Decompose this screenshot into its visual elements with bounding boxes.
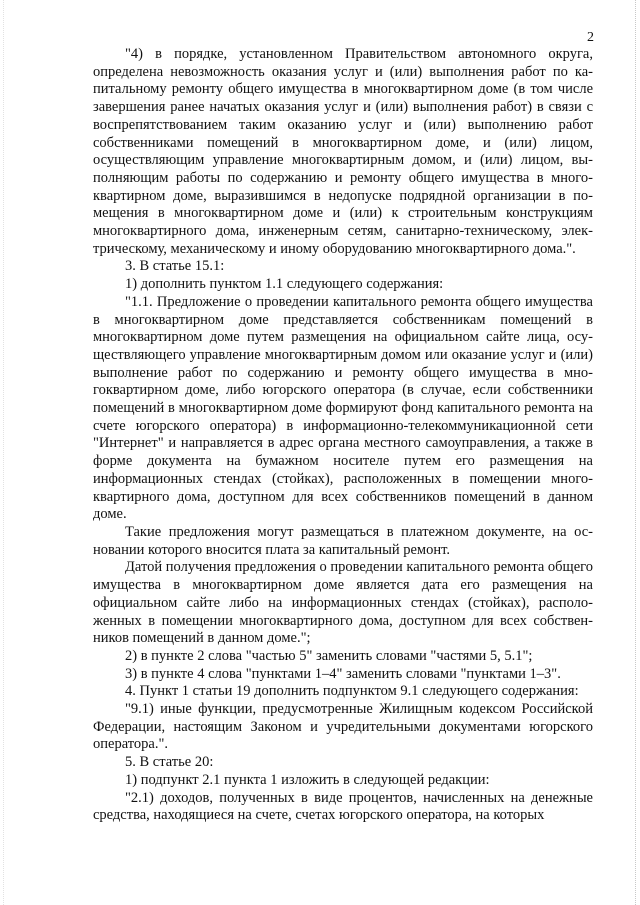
scan-edge-right [634, 0, 636, 905]
paragraph-clause-9-1: "9.1) иные функции, предусмотренные Жилищным кодексом Российской Федерации, настоящим Законом и учредительными документами югорского оператора.". [93, 701, 593, 753]
body-text [93, 46, 593, 825]
paragraph-payment-document: Такие предложения могут размещаться в платежном документе, на основании которого вносится плата за капитальный ремонт. [93, 523, 593, 558]
paragraph-section-5-heading: 5. В статье 20: [125, 754, 214, 771]
paragraph-amendment-3: 3) в пункте 4 слова "пунктами 1–4" заменить словами "пунктами 1–3". [125, 665, 561, 682]
paragraph-subclause-2-1-intro: 1) подпункт 2.1 пункта 1 изложить в следующей редакции: [125, 771, 490, 788]
paragraph-amendment-1: 1) дополнить пунктом 1.1 следующего содержания: [125, 276, 444, 293]
paragraph-receipt-date: Датой получения предложения о проведении капитального ремонта общего имущества в многоквартирном доме является дата его размещения на официальном сайте либо на информационных стендах (стойках), расположенных в помещении многоквартирного дома, доступном для всех собственников помещений в данном доме."; [93, 559, 593, 647]
paragraph-clause-1-1: "1.1. Предложение о проведении капитального ремонта общего имущества в многоквартирном доме представляется собственникам помещений в многоквартирном доме путем размещения на официальном сайте лица, осуществляющего управление многоквартирным домом или оказание услуг и (или) выполнение работ по содержанию и ремонту общего имущества в многоквартирном доме, либо югорского оператора (в случае, если собственники помещений в многоквартирном доме формируют фонд капитального ремонта на счете югорского оператора) в информационно-телекоммуникационной сети "Интернет" и направляется в адрес органа местного самоуправления, а также в форме документа на бумажном носителе путем его размещения на информационных стендах (стойках), расположенных в помещении многоквартирного дома, доступном для всех собственников помещений в данном доме. [93, 293, 593, 523]
paragraph-item-4-continuation: "4) в порядке, установленном Правительством автономного округа, определена невозможность оказания услуг и (или) выполнения работ по капитальному ремонту общего имущества в многоквартирном доме (в том числе завершения ранее начатых оказания услуг и (или) выполнения работ) в связи с воспрепятствованием таким оказанию услуг и (или) выполнению работ собственниками помещений в многоквартирном доме, и (или) лицом, осуществляющим управление многоквартирным домом, и (или) лицом, выполняющим работы по содержанию и ремонту общего имущества в многоквартирном доме, выразившимся в недопуске подрядной организации в помещения в многоквартирном доме и (или) к строительным конструкциям многоквартирного дома, инженерным сетям, санитарно-техническому, электрическому, механическому и иному оборудованию многоквартирного дома.". [93, 46, 593, 257]
paragraph-clause-2-1: "2.1) доходов, полученных в виде процентов, начисленных на денежные средства, находящиеся на счете, счетах югорского оператора, на которых [93, 789, 593, 824]
page-number: 2 [587, 30, 594, 45]
paragraph-amendment-2: 2) в пункте 2 слова "частью 5" заменить словами "частями 5, 5.1"; [125, 647, 533, 664]
paragraph-section-3-heading: 3. В статье 15.1: [125, 258, 225, 275]
scan-edge-left [3, 0, 5, 905]
paragraph-section-4: 4. Пункт 1 статьи 19 дополнить подпунктом 9.1 следующего содержания: [125, 683, 579, 700]
